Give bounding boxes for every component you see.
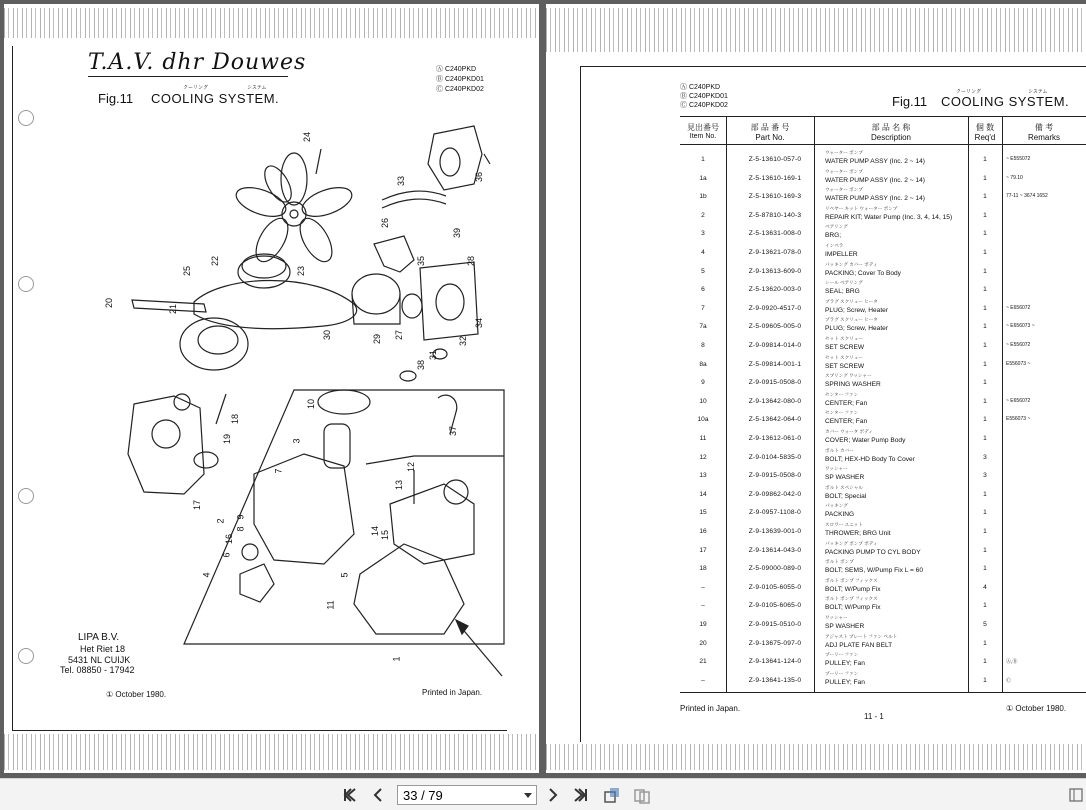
remarks-cell: ~ E656072 <box>1006 397 1031 404</box>
remarks-cell: E556073 ~ <box>1006 360 1031 367</box>
description-kana: インペラ <box>825 243 844 248</box>
description-kana: ボルト カバー <box>825 447 854 453</box>
description-cell: CENTER; Fan <box>825 399 868 407</box>
description-kana: ボルト ポンプ <box>825 559 854 565</box>
dealer-stamp-phone: Tel. 08850 - 17942 <box>60 665 135 675</box>
callout-number: 31 <box>428 349 439 361</box>
dealer-stamp-address: Het Riet 18 <box>80 644 126 654</box>
part-number-cell: Z-9-0104-5835-0 <box>748 453 802 461</box>
callout-number: 20 <box>104 297 115 309</box>
item-cell: 17 <box>699 546 707 554</box>
quantity-cell: 4 <box>983 583 987 591</box>
header-remarks-en: Remarks <box>1027 133 1060 142</box>
callout-number: 15 <box>380 529 391 541</box>
fig-title: COOLING SYSTEM. <box>941 94 1070 109</box>
table-row <box>680 187 1086 205</box>
part-number-cell: Z-9-13639-001-0 <box>748 528 802 535</box>
item-cell: 5 <box>701 267 705 275</box>
table-row <box>680 317 1086 335</box>
part-number-cell: Z-5-87810-140-3 <box>748 211 802 219</box>
description-kana: ワッシャー <box>825 466 848 472</box>
quantity-cell: 1 <box>983 509 987 517</box>
page-number-select[interactable] <box>397 785 537 805</box>
description-cell: PACKING; Cover To Body <box>825 269 901 277</box>
description-cell: WATER PUMP ASSY (Inc. 2 ~ 14) <box>825 195 925 203</box>
description-kana: カバー ウォータ ボディ <box>825 429 873 434</box>
description-kana: パッキング ポンプ ボディ <box>825 540 878 546</box>
model-code-b: Ⓑ C240PKD01 <box>436 76 484 83</box>
header-item-en: Item No. <box>689 133 717 140</box>
fig-title: COOLING SYSTEM. <box>151 91 280 106</box>
callout-number: 19 <box>222 433 233 445</box>
description-kana: ボルト スペシャル <box>825 484 863 490</box>
quantity-cell: 1 <box>983 211 987 219</box>
table-row <box>680 280 1086 298</box>
description-kana: ウォーター ポンプ <box>825 168 863 174</box>
part-number-cell: Z-5-13642-064-0 <box>748 416 802 424</box>
callout-number: 16 <box>224 533 235 545</box>
quantity-cell: 1 <box>983 397 987 405</box>
fig-label: Fig.11 <box>98 91 134 106</box>
dealer-stamp-city: 5431 NL CUIJK <box>68 655 131 665</box>
description-cell: PLUG; Screw, Heater <box>825 325 889 333</box>
description-cell: PULLEY; Fan <box>825 678 865 686</box>
part-number-cell: Z-9-13614-043-0 <box>748 546 802 554</box>
part-number-cell: Z-9-13612-061-0 <box>748 435 802 442</box>
description-kana: セット スクリュー <box>825 336 863 341</box>
part-number-cell: Z-9-0915-0510-0 <box>748 621 802 628</box>
callout-number: 22 <box>210 255 221 267</box>
part-number-cell: Z-9-0915-0508-0 <box>748 472 802 480</box>
callout-number: 8 <box>235 526 246 532</box>
rotate-page-button[interactable] <box>602 785 622 805</box>
description-cell: THROWER; BRG Unit <box>825 530 891 537</box>
callout-number: 10 <box>306 398 317 410</box>
quantity-cell: 1 <box>983 360 987 368</box>
quantity-cell: 1 <box>983 323 987 331</box>
description-kana: シール ベアリング <box>825 280 863 286</box>
previous-page-button[interactable] <box>368 785 388 805</box>
header-part-en: Part No. <box>755 133 785 142</box>
next-page-button[interactable] <box>543 785 563 805</box>
table-header-rule <box>680 144 1086 145</box>
remarks-cell: E556073 ~ <box>1006 416 1031 423</box>
fig-title-kana: システム <box>1028 89 1048 95</box>
page-number: 11 - 1 <box>864 712 884 721</box>
item-cell: 15 <box>699 509 707 517</box>
table-row <box>680 559 1086 577</box>
right-date: ① October 1980. <box>1006 704 1067 713</box>
remarks-cell: 77-11 ~ 3674 1652 <box>1006 193 1048 200</box>
quantity-cell: 1 <box>983 602 987 610</box>
description-cell: BOLT; W/Pump Fix <box>825 604 881 612</box>
callout-number: 34 <box>474 317 485 329</box>
last-page-icon <box>572 787 588 803</box>
description-cell: COVER; Water Pump Body <box>825 437 906 444</box>
description-kana: ボルト ポンプ フィックス <box>825 596 878 602</box>
item-cell: 8 <box>701 342 705 349</box>
description-kana: ベアリング <box>825 224 848 230</box>
part-number-cell: Z-5-13610-169-1 <box>748 174 802 182</box>
right-printed: Printed in Japan. <box>680 704 741 713</box>
description-cell: BOLT; HEX-HD Body To Cover <box>825 455 915 463</box>
table-row <box>680 485 1086 503</box>
fig-label: Fig.11 <box>892 94 928 109</box>
quantity-cell: 5 <box>983 621 987 628</box>
chevron-left-icon <box>370 787 386 803</box>
table-row <box>680 615 1086 633</box>
table-row <box>680 336 1086 354</box>
description-kana: センター ファン <box>825 391 859 397</box>
part-number-cell: Z-9-13675-097-0 <box>748 639 802 647</box>
item-cell: 11 <box>699 435 707 442</box>
item-cell: 6 <box>701 286 705 294</box>
fig-title-kana: クーリング <box>956 89 981 95</box>
description-cell: BRG; <box>825 232 842 240</box>
remarks-cell: ~ 79.10 <box>1006 174 1023 181</box>
quantity-cell: 1 <box>983 639 987 647</box>
quantity-cell: 1 <box>983 249 987 256</box>
description-kana: セット スクリュー <box>825 354 863 360</box>
callout-number: 36 <box>474 171 485 183</box>
description-kana: スプリング ワッシャー <box>825 373 872 379</box>
callout-number: 14 <box>370 525 381 537</box>
fig-title-kana: クーリング <box>183 85 208 91</box>
remarks-cell: ~ E656072 <box>1006 304 1031 311</box>
quantity-cell: 1 <box>983 174 987 182</box>
part-number-cell: Z-9-13621-078-0 <box>748 249 802 256</box>
item-cell: 20 <box>699 639 707 647</box>
description-cell: PLUG; Screw, Heater <box>825 306 889 314</box>
description-cell: ADJ PLATE FAN BELT <box>825 641 893 649</box>
callout-number: 27 <box>394 329 405 341</box>
table-row <box>680 578 1086 596</box>
callout-number: 38 <box>416 359 427 371</box>
table-row <box>680 466 1086 484</box>
table-row <box>680 596 1086 614</box>
part-number-cell: Z-5-13610-057-0 <box>748 156 802 163</box>
part-number-cell: Z-9-0957-1108-0 <box>749 509 801 517</box>
remarks-cell: Ⓒ <box>1006 677 1012 684</box>
item-cell: 9 <box>701 379 705 387</box>
part-number-cell: Z-9-0105-6065-0 <box>748 602 802 610</box>
callout-number: 35 <box>416 255 427 267</box>
table-row <box>680 671 1086 689</box>
description-cell: PACKING PUMP TO CYL BODY <box>825 548 921 556</box>
callout-number: 6 <box>221 552 232 558</box>
description-cell: WATER PUMP ASSY (Inc. 2 ~ 14) <box>825 176 925 184</box>
item-cell: – <box>701 602 705 610</box>
description-kana: プラグ スクリュー ヒータ <box>825 298 878 304</box>
item-cell: 14 <box>699 490 707 498</box>
description-cell: SEAL; BRG <box>825 288 860 296</box>
right-page <box>546 4 1086 773</box>
dealer-stamp-name: LIPA B.V. <box>78 632 120 643</box>
quantity-cell: 1 <box>983 156 987 163</box>
item-cell: – <box>701 583 705 591</box>
part-number-cell: Z-9-0920-4517-0 <box>748 304 802 312</box>
item-cell: 2 <box>701 211 705 219</box>
item-cell: 10a <box>697 416 709 424</box>
quantity-cell: 1 <box>983 658 987 666</box>
description-kana: ウォーター ポンプ <box>825 150 863 155</box>
header-qty-en: Req'd <box>974 133 996 142</box>
callout-number: 25 <box>182 265 193 277</box>
item-cell: 13 <box>699 472 707 480</box>
description-cell: BOLT; SEMS, W/Pump Fix L = 60 <box>825 567 924 575</box>
description-kana: ボルト ポンプ フィックス <box>825 577 878 583</box>
callout-number: 18 <box>230 413 241 425</box>
panel-icon <box>1069 787 1083 803</box>
part-number-cell: Z-9-13641-124-0 <box>748 658 802 666</box>
sidebar-toggle-button[interactable] <box>1066 785 1086 805</box>
part-number-cell: Z-5-13610-169-3 <box>748 193 802 201</box>
quantity-cell: 1 <box>983 230 987 238</box>
table-row <box>680 541 1086 559</box>
quantity-cell: 3 <box>983 453 987 461</box>
item-cell: 1a <box>699 174 707 182</box>
callout-number: 32 <box>458 335 469 347</box>
part-number-cell: Z-9-0105-6055-0 <box>748 583 802 591</box>
description-kana: センター ファン <box>825 410 859 416</box>
part-number-cell: Z-5-13631-008-0 <box>748 230 802 238</box>
table-row <box>680 169 1086 187</box>
description-cell: PULLEY; Fan <box>825 660 865 668</box>
quantity-cell: 1 <box>983 528 987 535</box>
quantity-cell: 1 <box>983 546 987 554</box>
callout-number: 4 <box>201 572 212 578</box>
item-cell: 18 <box>699 565 707 573</box>
two-page-view-button[interactable] <box>632 785 652 805</box>
table-row <box>680 150 1086 168</box>
description-kana: プラグ スクリュー ヒータ <box>825 317 878 323</box>
quantity-cell: 1 <box>983 416 987 424</box>
quantity-cell: 1 <box>983 435 987 442</box>
header-desc-jp: 部 品 名 称 <box>871 123 911 132</box>
callout-number: 33 <box>396 175 407 187</box>
table-row <box>680 429 1086 447</box>
table-row <box>680 448 1086 466</box>
description-cell: CENTER; Fan <box>825 418 868 426</box>
part-number-cell: Z-9-09862-042-0 <box>748 490 802 498</box>
table-row <box>680 299 1086 317</box>
part-number-cell: Z-9-0915-0508-0 <box>748 379 802 387</box>
description-cell: SPRING WASHER <box>825 381 881 389</box>
item-cell: – <box>701 676 705 684</box>
part-number-cell: Z-9-13642-080-0 <box>748 397 802 405</box>
table-row <box>680 206 1086 224</box>
description-kana: プーリー ファン <box>825 652 859 658</box>
table-bottom-rule <box>680 692 1086 693</box>
description-kana: パッキング <box>825 503 848 509</box>
quantity-cell: 3 <box>983 472 987 480</box>
callout-number: 2 <box>215 518 226 524</box>
header-desc-en: Description <box>870 133 911 142</box>
table-row <box>680 243 1086 261</box>
description-kana: スロワー ユニット <box>825 522 863 527</box>
left-date: ① October 1980. <box>106 690 167 699</box>
description-cell: PACKING <box>825 511 855 519</box>
callout-number: 37 <box>448 425 459 437</box>
description-cell: SET SCREW <box>825 344 865 351</box>
chevron-right-icon <box>545 787 561 803</box>
table-row <box>680 634 1086 652</box>
callout-number: 9 <box>235 514 246 520</box>
item-cell: 10 <box>699 397 707 405</box>
table-row <box>680 522 1086 540</box>
part-number-cell: Z-9-13641-135-0 <box>748 676 802 684</box>
model-code-b: Ⓑ C240PKD01 <box>680 93 728 100</box>
item-cell: 7 <box>701 304 705 312</box>
table-row <box>680 503 1086 521</box>
quantity-cell: 1 <box>983 565 987 573</box>
callout-number: 21 <box>168 303 179 315</box>
header-item-jp: 見出番号 <box>687 123 719 132</box>
item-cell: 21 <box>699 658 707 666</box>
quantity-cell: 1 <box>983 379 987 387</box>
quantity-cell: 1 <box>983 286 987 294</box>
description-cell: SP WASHER <box>825 623 865 630</box>
quantity-cell: 1 <box>983 342 987 349</box>
last-page-button[interactable] <box>570 785 590 805</box>
model-code-a: Ⓐ C240PKD <box>680 84 721 91</box>
handwritten-title: T.A.V. dhr Douwes <box>88 50 307 75</box>
model-code-c: Ⓒ C240PKD02 <box>680 102 728 109</box>
item-cell: 12 <box>699 453 707 461</box>
remarks-cell: Ⓐ,Ⓑ <box>1006 659 1018 666</box>
part-number-cell: Z-5-13620-003-0 <box>748 286 802 294</box>
description-cell: SP WASHER <box>825 474 865 482</box>
fig-title-kana: システム <box>247 85 267 91</box>
scan-noise-top <box>546 8 1086 52</box>
left-page <box>4 4 539 773</box>
quantity-cell: 1 <box>983 304 987 312</box>
callout-number: 17 <box>192 499 203 511</box>
description-kana: ワッシャー <box>825 615 848 620</box>
callout-number: 29 <box>372 333 383 345</box>
part-number-cell: Z-5-09000-089-0 <box>748 565 802 573</box>
callout-number: 28 <box>466 255 477 267</box>
item-cell: 3 <box>701 230 705 238</box>
item-cell: 19 <box>699 621 707 628</box>
model-code-a: Ⓐ C240PKD <box>436 66 477 73</box>
quantity-cell: 1 <box>983 676 987 684</box>
page-indicator: 33 / 79 <box>403 788 443 803</box>
description-cell: SET SCREW <box>825 362 865 370</box>
scan-noise-bottom <box>546 744 1086 770</box>
remarks-cell: ~ E556072 <box>1006 342 1031 348</box>
part-number-cell: Z-5-09605-005-0 <box>748 323 802 331</box>
chevron-down-icon <box>524 793 532 798</box>
description-cell: REPAIR KIT; Water Pump (Inc. 3, 4, 14, 15) <box>825 213 953 221</box>
description-cell: WATER PUMP ASSY (Inc. 2 ~ 14) <box>825 158 925 165</box>
fan-blade-drawing <box>232 153 355 267</box>
table-top-rule <box>680 116 1086 117</box>
header-qty-jp: 個 数 <box>975 123 995 132</box>
callout-number: 26 <box>380 217 391 229</box>
header-remarks-jp: 備 考 <box>1034 123 1054 132</box>
first-page-button[interactable] <box>340 785 360 805</box>
callout-number: 5 <box>339 572 350 578</box>
page-edge-top <box>580 66 1086 67</box>
table-row <box>680 652 1086 670</box>
callout-number: 13 <box>394 479 405 491</box>
callout-number: 23 <box>296 265 307 277</box>
callout-number: 1 <box>391 656 402 662</box>
quantity-cell: 1 <box>983 267 987 275</box>
callout-number: 30 <box>322 329 333 341</box>
table-row <box>680 410 1086 428</box>
item-cell: 4 <box>701 249 705 256</box>
description-kana: リペヤー キット ウォーター ポンプ <box>825 205 898 211</box>
two-page-icon <box>633 786 651 804</box>
part-number-cell: Z-5-09814-001-1 <box>748 360 802 368</box>
table-row <box>680 262 1086 280</box>
viewer-toolbar <box>0 778 1086 810</box>
description-cell: BOLT; W/Pump Fix <box>825 585 881 593</box>
description-kana: パッキング カバー ボディ <box>825 261 878 267</box>
callout-number: 12 <box>406 461 417 473</box>
part-number-cell: Z-9-09814-014-0 <box>748 342 802 349</box>
callout-number: 3 <box>291 438 302 444</box>
quantity-cell: 1 <box>983 490 987 498</box>
model-code-c: Ⓒ C240PKD02 <box>436 86 484 93</box>
table-row <box>680 355 1086 373</box>
table-row <box>680 373 1086 391</box>
item-cell: 1 <box>701 156 705 163</box>
item-cell: 1b <box>699 193 707 201</box>
remarks-cell: ~ E555072 <box>1006 156 1031 162</box>
item-cell: 8a <box>699 360 707 368</box>
item-cell: 16 <box>699 528 707 535</box>
callout-number: 24 <box>302 131 313 143</box>
description-cell: IMPELLER <box>825 251 858 258</box>
table-row <box>680 392 1086 410</box>
quantity-cell: 1 <box>983 193 987 201</box>
callout-number: 11 <box>325 600 336 610</box>
description-cell: BOLT; Special <box>825 492 867 500</box>
remarks-cell: ~ E656073 ~ <box>1006 323 1035 330</box>
table-row <box>680 224 1086 242</box>
callout-number: 39 <box>452 227 463 239</box>
callout-number: 7 <box>273 468 284 474</box>
part-number-cell: Z-9-13613-609-0 <box>748 267 802 275</box>
description-kana: アジャスト プレート ファン ベルト <box>825 633 898 639</box>
header-part-jp: 部 品 番 号 <box>750 123 790 132</box>
description-kana: ウォーター ポンプ <box>825 187 863 193</box>
first-page-icon <box>342 787 358 803</box>
rotate-icon <box>603 786 621 804</box>
item-cell: 7a <box>699 323 707 331</box>
page-edge-line <box>580 66 581 742</box>
left-printed: Printed in Japan. <box>422 688 483 697</box>
description-kana: プーリー ファン <box>825 670 859 676</box>
